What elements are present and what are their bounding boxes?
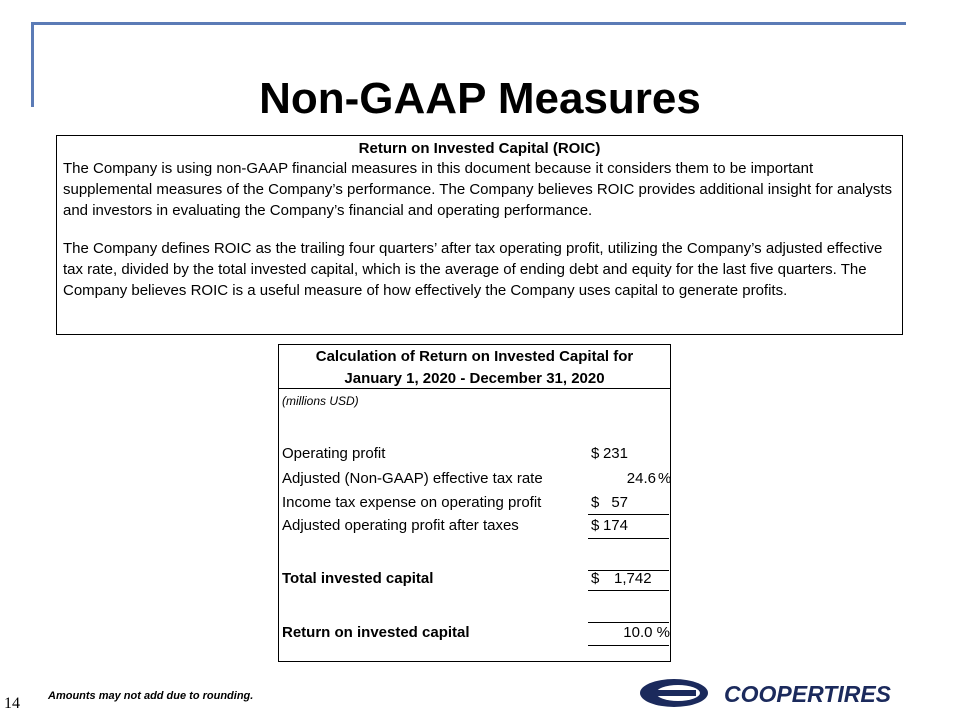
row-label: Adjusted (Non-GAAP) effective tax rate	[282, 470, 543, 487]
roic-info-heading: Return on Invested Capital (ROIC)	[358, 140, 601, 157]
currency-symbol: $	[591, 494, 600, 511]
page-title: Non-GAAP Measures	[259, 74, 701, 123]
row-value: 1,742	[614, 570, 652, 587]
row-value: 10.0 %	[623, 624, 670, 641]
row-label: Return on invested capital	[282, 624, 470, 641]
underline	[588, 590, 669, 591]
calculation-heading-line-2: January 1, 2020 - December 31, 2020	[344, 370, 605, 387]
underline	[588, 622, 669, 623]
rounding-footnote: Amounts may not add due to rounding.	[48, 690, 254, 702]
table-row-roic	[282, 624, 670, 644]
table-row-income-tax-expense	[282, 494, 670, 514]
double-underline	[588, 645, 669, 646]
roic-info-paragraph-2: The Company defines ROIC as the trailing four quarters’ after tax operating profit, utilizing the Company’s adjusted effective tax rate, divided by the total invested capital, which is the average of ending debt and equity for the last five quarters. The Company believes ROIC is a useful measure of how effectively the Company uses capital to generate profits.	[63, 240, 883, 299]
calculation-heading-line-1: Calculation of Return on Invested Capital for	[315, 348, 634, 365]
row-value: 174	[602, 517, 628, 534]
row-label: Adjusted operating profit after taxes	[282, 517, 519, 534]
underline	[588, 538, 669, 539]
page-number: 14	[4, 695, 20, 712]
row-label: Operating profit	[282, 445, 386, 462]
row-label: Total invested capital	[282, 570, 434, 587]
roic-info-paragraph-1: The Company is using non-GAAP financial measures in this document because it considers them to be important supplemental measures of the Company’s performance. The Company believes ROIC provides additional insight for analysts and investors in evaluating the Company’s financial and operating performance.	[63, 160, 893, 219]
logo-wordmark: COOPERTIRES	[724, 681, 891, 707]
underline	[588, 514, 669, 515]
row-value: 24.6	[626, 470, 656, 487]
row-value: 57	[611, 494, 628, 511]
top-frame-line	[31, 22, 906, 25]
table-row-operating-profit	[282, 445, 670, 465]
row-label: Income tax expense on operating profit	[282, 494, 542, 511]
cooper-tires-logo	[638, 676, 943, 710]
calculation-heading	[279, 345, 670, 389]
roic-calculation-table	[278, 344, 671, 662]
units-label: (millions USD)	[282, 394, 359, 408]
row-value: 231	[602, 445, 628, 462]
currency-symbol: $	[591, 517, 600, 534]
currency-symbol: $	[591, 445, 600, 462]
currency-symbol: $	[591, 570, 600, 587]
table-row-tax-rate	[282, 470, 670, 490]
percent-sign: %	[658, 470, 672, 487]
roic-info-box	[56, 135, 903, 335]
table-row-total-invested-capital	[282, 570, 670, 590]
table-row-adjusted-operating-profit	[282, 517, 670, 537]
